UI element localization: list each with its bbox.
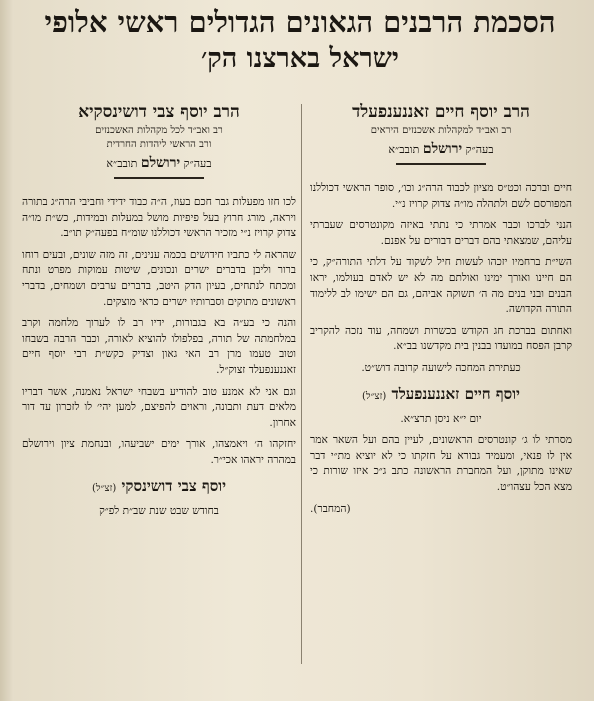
section-rule bbox=[396, 163, 486, 165]
section-rule bbox=[114, 177, 204, 179]
paragraph: והנה כי בע״ה בא בגבורות, ידיו רב לו לערוך מלחמה וקרב במלחמתה של תורה, בפלפולו להוציא לאורה, וכבר הרבה בשבחו וטוב טעמו מרן רב האי גאון וצדיק כקש״ת רבי יוסף חיים זאננענפעלד זצוק״ל. bbox=[22, 317, 296, 376]
rabbi-name: הרב יוסף צבי דושינסקיא bbox=[78, 102, 240, 122]
signature-name: יוסף צבי דושינסקי bbox=[121, 476, 227, 495]
signature-note: (זצ״ל) bbox=[91, 482, 117, 494]
city-line bbox=[310, 140, 572, 159]
city-name: ירושלם bbox=[422, 141, 463, 157]
paragraph: כעתירת המחכה לישועה קרובה דוש״ט. bbox=[361, 361, 521, 374]
paragraph: חיים וברכה וכט״ס מציון לכבוד הרה״ג וכו׳, סופר הראשי דכוללנו המפורסם לשם ולתהלה מו״ה צדוק קרויז נ״י. bbox=[310, 182, 572, 210]
signature bbox=[22, 475, 296, 500]
city-suffix: תובב״א bbox=[388, 143, 420, 156]
paragraph: ואחתום בברכת חג הקודש בכשרות ושמחה, עוד נזכה להקריב קרבן הפסח במועדו בבנין בית מקדשנו בב״א. bbox=[310, 324, 572, 353]
document-header bbox=[20, 4, 580, 76]
approbation-right-column bbox=[310, 100, 572, 523]
paragraph: יחזקהו ה׳ ויאמצהו, אורך ימים ישביעהו, ובנחמת ציון וירושלם במהרה יראהו אכי״ר. bbox=[22, 438, 296, 466]
rabbi-position: רב ואב״ד למקהלות אשכנזים היראים bbox=[370, 125, 512, 136]
city-prefix: בעה״ק bbox=[465, 143, 494, 156]
rabbi-position-secondary: ורב הראשי ליהדות החרדית bbox=[106, 139, 212, 150]
signature bbox=[310, 383, 572, 408]
city-name: ירושלם bbox=[140, 155, 181, 171]
rabbi-position: רב ואב״ד לכל מקהלות האשכנזים bbox=[95, 125, 223, 136]
city-prefix: בעה״ק bbox=[183, 157, 212, 170]
column-divider bbox=[301, 104, 302, 664]
page-subtitle: ישראל בארצנו הק׳ bbox=[201, 43, 399, 74]
page-title: הסכמת הרבנים הגאונים הגדולים ראשי אלופי bbox=[44, 5, 556, 39]
date-line: יום י״א ניסן תרצ״א. bbox=[400, 412, 482, 425]
paragraph: הנני לברכו וכבר אמרתי כי נתתי באיזה מקונטרסים שעברתי עליהם, שמצאתי בהם דברים דבורים על אפנם. bbox=[310, 219, 572, 247]
date-line: בחודש שבט שנת שב״ת לפ״ק bbox=[99, 504, 219, 517]
author-note: (המחבר). bbox=[310, 502, 351, 515]
note-paragraph: מסרתי לו ג׳ קונטרסים הראשונים, לעיין בהם ועל השאר אמר אין לו פנאי, ומעמיד גבורא על חזקתו כי לא יוציא מת״י דבר שאינו מתוקן, ועל המחברת הראשונה כתב ג״כ איזו שורות כי מצא הכל עצהו״ט. bbox=[310, 434, 572, 493]
approbation-left-column bbox=[22, 100, 296, 525]
city-line bbox=[22, 154, 296, 173]
paragraph: השי״ת ברחמיו יזכהו לעשות חיל לשקוד על דלתי התורה״ק, כי הם חיינו ואורך ימינו ואולתם מה לא יש לאדם בעולמו, יראו הבנים ובני בנים מה ה׳ תשוקה אביהם, גם הם ישימו לב ללימוד התורה הקדושה. bbox=[310, 256, 572, 316]
paragraph: וגם אני לא אמנע טוב להודיע בשבחי ישראל נאמנה, אשר דבריו מלאים דעת ותבונה, וראוים להפיצם, למען יהי׳ לו לזכרון עד דור אחרון. bbox=[22, 385, 296, 429]
rabbi-name: הרב יוסף חיים זאננענפעלד bbox=[352, 102, 530, 122]
signature-name: יוסף חיים זאננענפעלד bbox=[391, 384, 520, 403]
signature-note: (זצ״ל) bbox=[362, 390, 387, 402]
city-suffix: תובב״א bbox=[106, 157, 138, 170]
paragraph: לכו חזו מפעלות גבר חכם בעוז, ה״ה כבוד ידידי וחביבי הרה״ג בתורה ויראה, מורג חרוץ בעל פיפיות מושל במעלות ובמידות, כש״ת מו״ה צדוק קרויז נ״י מזכיר הראשי דכוללנו שומ״ח בפעה״ק תו״ב. bbox=[22, 196, 296, 240]
paragraph: שהראה לי כתביו חידושים בכמה ענינים, זה מזה שונים, ובעים רוחו ברור וליבן בדברים ישרים ונכונים, שיטות עמוקות מפרט ונתח ומכתח לנתחים, בעיון הדק היטב, בדברים ערבים ושמחים, בדברי ראשונים מתוקים וסברותיו ישרים כראי מוצקים. bbox=[22, 248, 296, 308]
